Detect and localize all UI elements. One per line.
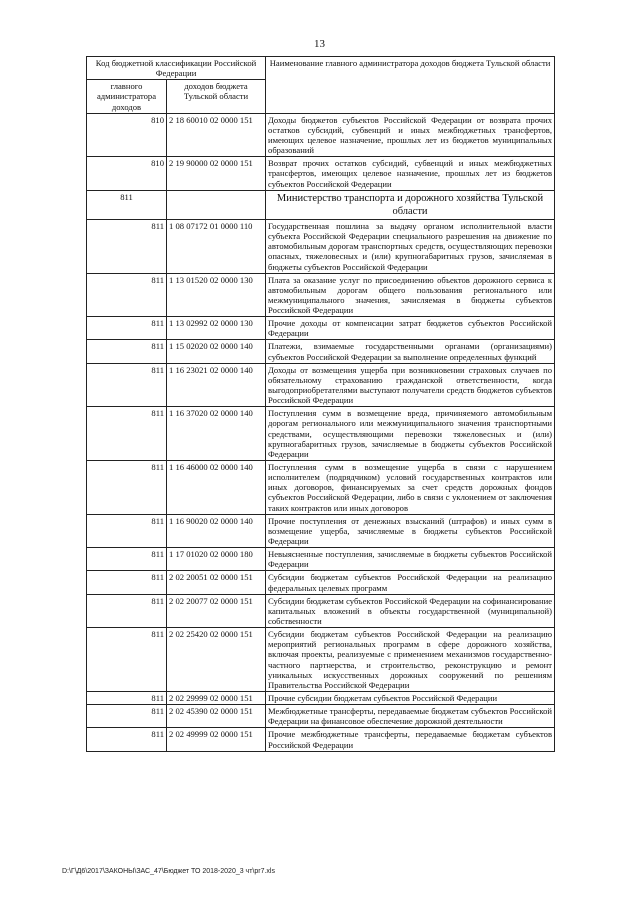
footer-file-path: D:\Г\Д6\2017\ЗАКОНЫ\ЗАС_47\Бюджет ТО 2018-2020_3 чт\pr7.xls [62, 868, 275, 875]
income-name-cell: Субсидии бюджетам субъектов Российской Федерации на реализацию мероприятий региональных программ в сфере дорожного хозяйства, включая проекты, реализуемые с применением механизмов государственно-частного партнерства, и строительство, реконструкцию и ремонт уникальных искусственных дорожных сооружений по решениям Правительства Российской Федерации [266, 628, 555, 692]
table-row [87, 705, 555, 728]
admin-code-cell: 811 [87, 691, 167, 704]
table-row [87, 219, 555, 273]
admin-code-cell: 811 [87, 571, 167, 594]
admin-code-cell: 811 [87, 514, 167, 547]
table-row [87, 594, 555, 627]
budget-code-cell: 1 08 07172 01 0000 110 [167, 219, 266, 273]
income-name-cell: Субсидии бюджетам субъектов Российской Федерации на софинансирование капитальных вложений в объекты государственной (муниципальной) собственности [266, 594, 555, 627]
budget-code-cell: 2 02 20051 02 0000 151 [167, 571, 266, 594]
budget-code-cell: 2 02 25420 02 0000 151 [167, 628, 266, 692]
income-name-cell: Возврат прочих остатков субсидий, субвенций и иных межбюджетных трансфертов, имеющих целевое назначение, прошлых лет из бюджетов субъектов Российской Федерации [266, 157, 555, 190]
table-row [87, 317, 555, 340]
admin-code-cell: 811 [87, 728, 167, 751]
income-name-cell: Поступления сумм в возмещение вреда, причиняемого автомобильным дорогам регионального или межмуниципального значения транспортными средствами, осуществляющими перевозки тяжеловесных и (или) крупногабаритных грузов, зачисляемые в бюджеты субъектов Российской Федерации [266, 407, 555, 461]
header-admin-column: главного администратора доходов [87, 80, 167, 113]
income-name-cell: Доходы бюджетов субъектов Российской Федерации от возврата прочих остатков субсидий, субвенций и иных межбюджетных трансфертов, имеющих целевое назначение, прошлых лет из бюджетов муниципальных образований [266, 113, 555, 157]
table-row [87, 571, 555, 594]
admin-code-cell: 811 [87, 273, 167, 317]
admin-code-cell: 811 [87, 628, 167, 692]
table-row [87, 407, 555, 461]
budget-code-cell: 1 15 02020 02 0000 140 [167, 340, 266, 363]
table-row [87, 157, 555, 190]
table-row [87, 548, 555, 571]
page-number: 13 [314, 38, 325, 50]
budget-code-cell: 2 02 20077 02 0000 151 [167, 594, 266, 627]
budget-code-cell: 1 16 23021 02 0000 140 [167, 363, 266, 407]
table-row [87, 728, 555, 751]
budget-code-cell: 1 16 46000 02 0000 140 [167, 461, 266, 515]
income-name-cell: Прочие межбюджетные трансферты, передаваемые бюджетам субъектов Российской Федерации [266, 728, 555, 751]
budget-code-cell: 2 19 90000 02 0000 151 [167, 157, 266, 190]
income-name-cell: Поступления сумм в возмещение ущерба в связи с нарушением исполнителем (подрядчиком) условий государственных контрактов или иных договоров, финансируемых за счет средств дорожных фондов субъектов Российской Федерации, либо в связи с уклонением от заключения таких контрактов или иных договоров [266, 461, 555, 515]
budget-code-cell: 1 17 01020 02 0000 180 [167, 548, 266, 571]
admin-code-cell: 811 [87, 317, 167, 340]
admin-code-cell: 810 [87, 113, 167, 157]
budget-code-cell [167, 190, 266, 219]
budget-code-cell: 1 16 37020 02 0000 140 [167, 407, 266, 461]
budget-code-cell: 1 13 02992 02 0000 130 [167, 317, 266, 340]
income-name-cell: Плата за оказание услуг по присоединению объектов дорожного сервиса к автомобильным дорогам общего пользования регионального или межмуниципального значения, зачисляемая в бюджеты субъектов Российской Федерации [266, 273, 555, 317]
budget-code-cell: 2 02 49999 02 0000 151 [167, 728, 266, 751]
budget-code-cell: 1 13 01520 02 0000 130 [167, 273, 266, 317]
table-row [87, 514, 555, 547]
admin-code-cell: 811 [87, 705, 167, 728]
budget-code-cell: 2 18 60010 02 0000 151 [167, 113, 266, 157]
income-name-cell: Прочие субсидии бюджетам субъектов Российской Федерации [266, 691, 555, 704]
admin-code-cell: 810 [87, 157, 167, 190]
income-name-cell: Прочие поступления от денежных взысканий (штрафов) и иных сумм в возмещение ущерба, зачисляемые в бюджеты субъектов Российской Федерации [266, 514, 555, 547]
admin-code-cell: 811 [87, 190, 167, 219]
table-row [87, 691, 555, 704]
income-name-cell: Государственная пошлина за выдачу органом исполнительной власти субъекта Российской Федерации специального разрешения на движение по автомобильным дорогам транспортных средств, осуществляющих перевозки опасных, тяжеловесных и (или) крупногабаритных грузов, зачисляемая в бюджеты субъектов Российской Федерации [266, 219, 555, 273]
table-row [87, 628, 555, 692]
budget-code-cell: 2 02 29999 02 0000 151 [167, 691, 266, 704]
header-code-group: Код бюджетной классификации Российской Федерации [87, 57, 266, 80]
admin-code-cell: 811 [87, 363, 167, 407]
table-row [87, 363, 555, 407]
income-name-cell: Прочие доходы от компенсации затрат бюджетов субъектов Российской Федерации [266, 317, 555, 340]
ministry-row [87, 190, 555, 219]
table-row [87, 113, 555, 157]
income-name-cell: Межбюджетные трансферты, передаваемые бюджетам субъектов Российской Федерации на финансовое обеспечение дорожной деятельности [266, 705, 555, 728]
table-body [87, 113, 555, 751]
income-name-cell: Доходы от возмещения ущерба при возникновении страховых случаев по обязательному страхованию гражданской ответственности, когда выгодоприобретателями выступают получатели средств бюджетов субъектов Российской Федерации [266, 363, 555, 407]
admin-code-cell: 811 [87, 461, 167, 515]
table-row [87, 273, 555, 317]
budget-classification-table [86, 56, 555, 752]
admin-code-cell: 811 [87, 407, 167, 461]
income-name-cell: Невыясненные поступления, зачисляемые в бюджеты субъектов Российской Федерации [266, 548, 555, 571]
header-name-column: Наименование главного администратора доходов бюджета Тульской области [266, 57, 555, 114]
admin-code-cell: 811 [87, 548, 167, 571]
income-name-cell: Платежи, взимаемые государственными органами (организациями) субъектов Российской Федерации за выполнение определенных функций [266, 340, 555, 363]
income-name-cell: Субсидии бюджетам субъектов Российской Федерации на реализацию федеральных целевых программ [266, 571, 555, 594]
table-row [87, 461, 555, 515]
admin-code-cell: 811 [87, 219, 167, 273]
admin-code-cell: 811 [87, 594, 167, 627]
table-row [87, 340, 555, 363]
header-income-column: доходов бюджета Тульской области [167, 80, 266, 113]
budget-code-cell: 2 02 45390 02 0000 151 [167, 705, 266, 728]
admin-code-cell: 811 [87, 340, 167, 363]
budget-code-cell: 1 16 90020 02 0000 140 [167, 514, 266, 547]
income-name-cell: Министерство транспорта и дорожного хозяйства Тульской области [266, 190, 555, 219]
